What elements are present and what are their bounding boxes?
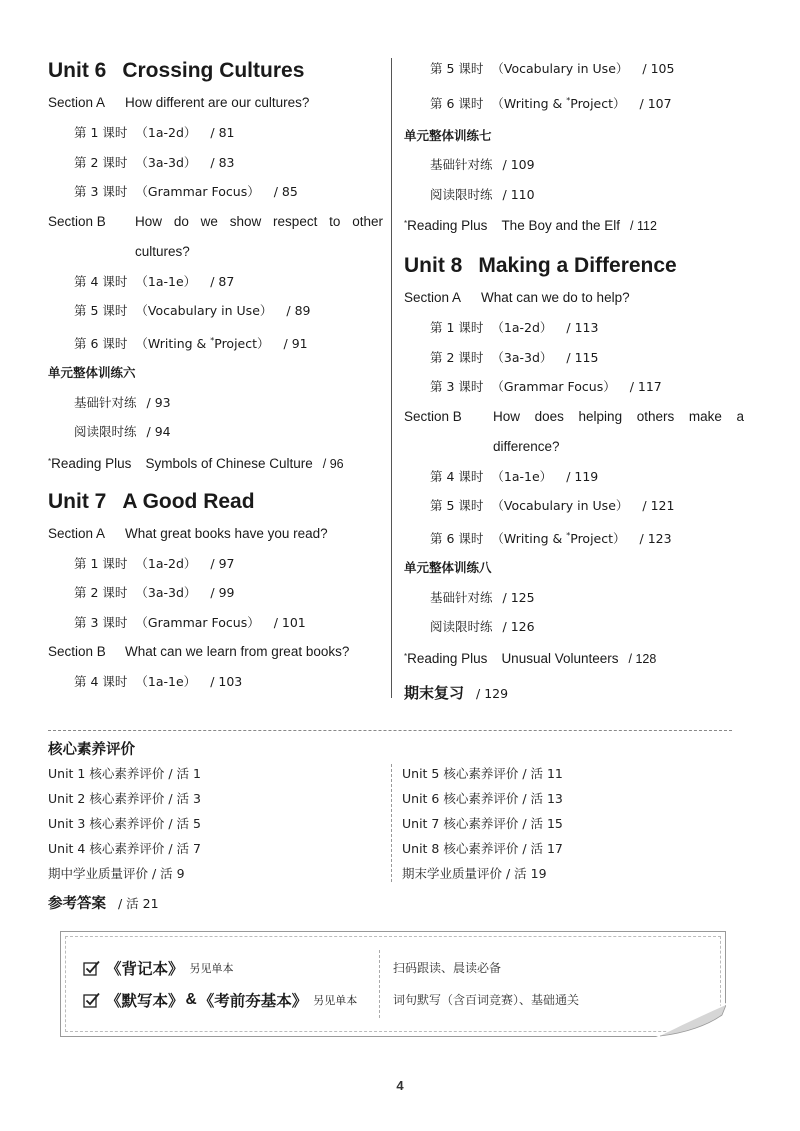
unit-number: Unit 7 [48,489,107,513]
unit-name: Making a Difference [478,254,677,278]
unit-7-section-a [48,519,383,549]
unit-6-section-b [48,207,383,267]
lesson-entry [48,667,383,697]
lesson-detail: （3a-3d） [491,349,553,365]
page-curl-graphic [656,1003,726,1037]
lesson-page: / 99 [210,585,235,601]
notice-book-note: 另见单本 [189,962,234,975]
lesson-number: 第 2 课时 [430,349,484,365]
column-divider [391,58,392,698]
answer-key-entry [48,892,159,913]
evaluation-item: 期末学业质量评价 / 活 19 [402,866,547,881]
lesson-entry [404,343,744,373]
optional-star: * [404,651,408,661]
lesson-detail: （Vocabulary in Use） [491,498,629,514]
drill-page: / 110 [502,186,535,202]
lesson-detail: （Writing & *Project） [491,530,626,546]
drill-page: / 126 [502,619,535,635]
section-divider [48,730,732,731]
lesson-page: / 81 [210,125,235,140]
lesson-page: / 113 [566,320,599,336]
lesson-detail: （Grammar Focus） [135,184,260,199]
section-label: Section B [404,408,462,424]
lesson-number: 第 3 课时 [430,379,484,395]
drill-item [404,180,744,210]
reading-plus-entry [404,642,744,676]
evaluation-divider [391,764,392,882]
drill-heading: 单元整体训练六 [48,365,136,381]
notice-book-title: 《背记本》 [106,959,184,978]
evaluation-item: Unit 4 核心素养评价 / 活 7 [48,841,201,856]
unit-8-section-b [404,402,744,462]
lesson-entry [48,148,383,178]
unit-number: Unit 6 [48,59,107,82]
lesson-number: 第 6 课时 [74,335,128,351]
lesson-page: / 91 [283,335,308,351]
drill-label: 阅读限时练 [74,424,137,440]
section-question: How different are our cultures? [125,95,310,110]
drill-item [404,612,744,642]
evaluation-item: Unit 7 核心素养评价 / 活 15 [402,816,563,831]
lesson-detail: （1a-2d） [135,555,197,571]
notice-row [83,984,357,1016]
notice-description: 词句默写（含百词竞赛）、基础通关 [393,993,580,1007]
detail-prefix: （Writing & [491,530,567,546]
supplement-notice-box [60,931,726,1037]
drill-label: 基础针对练 [430,157,493,173]
lesson-number: 第 3 课时 [74,614,128,630]
section-label: Section A [48,525,106,541]
lesson-number: 第 2 课时 [74,154,128,170]
detail-suffix: Project） [570,530,626,546]
lesson-detail: （Writing & *Project） [491,95,626,111]
lesson-page: / 89 [286,303,311,318]
lesson-entry [48,326,383,359]
evaluation-list-right [402,761,563,886]
lesson-page: / 97 [210,555,235,571]
drill-heading: 单元整体训练七 [404,127,492,143]
left-column [48,52,383,697]
drill-label: 基础针对练 [430,589,493,605]
optional-star: * [404,219,408,229]
evaluation-heading: 核心素养评价 [48,742,135,758]
reading-plus-entry [404,209,744,243]
lesson-entry [48,549,383,579]
lesson-detail: （3a-3d） [135,585,197,601]
lesson-number: 第 1 课时 [430,320,484,336]
notice-description: 扫码跟读、晨读必备 [393,961,502,975]
lesson-entry [48,118,383,148]
lesson-page: / 119 [566,468,599,484]
optional-star: * [48,456,52,466]
lesson-entry [404,84,744,121]
lesson-entry [48,296,383,326]
lesson-detail: （3a-3d） [135,154,197,170]
section-question: What great books have you read? [125,525,328,541]
detail-suffix: Project） [214,335,270,351]
lesson-number: 第 1 课时 [74,555,128,571]
notice-ampersand: & [185,991,197,1008]
evaluation-item: Unit 2 核心素养评价 / 活 3 [48,791,201,806]
final-review-page: / 129 [476,685,509,701]
lesson-entry [404,54,744,84]
lesson-detail: （Writing & *Project） [135,335,270,351]
lesson-detail: （1a-2d） [135,125,197,140]
lesson-detail: （1a-1e） [135,273,197,289]
notice-book-title: 《默写本》 [106,991,184,1010]
lesson-entry [404,521,744,554]
checkbox-check-icon [83,960,100,977]
lesson-page: / 85 [273,184,298,199]
lesson-page: / 105 [642,61,675,76]
reading-plus-entry [48,447,383,481]
lesson-entry [48,578,383,608]
answer-key-page: / 活 21 [118,896,159,911]
section-question: What can we do to help? [481,290,630,306]
lesson-entry [404,313,744,343]
lesson-detail: （1a-2d） [491,320,553,336]
unit-7-title [48,487,383,517]
lesson-number: 第 4 课时 [74,273,128,289]
reading-plus-title: Unusual Volunteers [501,650,619,666]
evaluation-item: Unit 1 核心素养评价 / 活 1 [48,766,201,781]
notice-book-title: 《考前夯基本》 [198,991,308,1010]
lesson-page: / 115 [566,349,599,365]
drill-page: / 94 [146,424,171,440]
reading-plus-title: Symbols of Chinese Culture [145,455,313,471]
reading-plus-page: / 128 [628,651,657,666]
checkbox-check-icon [83,992,100,1009]
lesson-detail: （1a-1e） [491,468,553,484]
section-label: Section B [48,213,106,229]
lesson-page: / 103 [210,674,243,690]
lesson-entry [48,177,383,207]
drill-label: 阅读限时练 [430,619,493,635]
lesson-entry [48,608,383,638]
section-label: Section A [48,95,106,110]
evaluation-item: 期中学业质量评价 / 活 9 [48,866,185,881]
unit-8-section-a [404,283,744,313]
lesson-number: 第 6 课时 [430,95,484,111]
lesson-detail: （1a-1e） [135,674,197,690]
drill-label: 基础针对练 [74,394,137,410]
drill-item [48,388,383,418]
drill-item [48,417,383,447]
lesson-page: / 117 [629,379,662,395]
detail-prefix: （Writing & [491,95,567,111]
notice-descriptions [393,952,579,1016]
lesson-detail: （Vocabulary in Use） [491,61,629,76]
section-question: How does helping others make a difference? [493,408,744,454]
lesson-entry [404,372,744,402]
unit-number: Unit 8 [404,254,463,278]
lesson-detail: （Grammar Focus） [135,614,260,630]
lesson-number: 第 5 课时 [430,61,484,76]
lesson-entry [48,267,383,297]
lesson-number: 第 6 课时 [430,530,484,546]
lesson-number: 第 5 课时 [430,498,484,514]
lesson-page: / 123 [639,530,672,546]
evaluation-list-left [48,761,201,886]
notice-books [83,952,357,1016]
detail-prefix: （Writing & [135,335,211,351]
unit-6-section-a [48,88,383,118]
final-review-entry [404,676,744,711]
drill-heading: 单元整体训练八 [404,560,492,576]
section-question: How do we show respect to other cultures? [135,213,383,259]
drill-item [404,583,744,613]
lesson-number: 第 4 课时 [74,674,128,690]
section-label: Section B [48,644,106,660]
lesson-page: / 107 [639,95,672,111]
drill-page: / 93 [146,394,171,410]
unit-7-section-b [48,637,383,667]
drill-page: / 109 [502,157,535,173]
lesson-page: / 101 [273,614,306,630]
section-question: What can we learn from great books? [125,644,350,660]
lesson-entry [404,491,744,521]
reading-plus-label: Reading Plus [407,218,488,234]
detail-suffix: Project） [570,95,626,111]
unit-6-title [48,56,383,86]
lesson-number: 第 4 课时 [430,468,484,484]
reading-plus-page: / 112 [630,219,657,234]
lesson-page: / 121 [642,498,675,514]
lesson-number: 第 2 课时 [74,585,128,601]
notice-book-note: 另见单本 [313,994,358,1007]
right-column [404,56,744,711]
lesson-detail: （Grammar Focus） [491,379,616,395]
reading-plus-page: / 96 [322,456,344,471]
evaluation-item: Unit 8 核心素养评价 / 活 17 [402,841,563,856]
unit-name: A Good Read [122,489,255,513]
answer-key-label: 参考答案 [48,896,106,912]
lesson-detail: （Vocabulary in Use） [135,303,273,318]
evaluation-item: Unit 6 核心素养评价 / 活 13 [402,791,563,806]
notice-separator [379,950,380,1018]
evaluation-item: Unit 5 核心素养评价 / 活 11 [402,766,563,781]
reading-plus-label: Reading Plus [51,455,132,471]
lesson-entry [404,462,744,492]
page-number: 4 [396,1078,404,1093]
lesson-number: 第 5 课时 [74,303,128,318]
evaluation-item: Unit 3 核心素养评价 / 活 5 [48,816,201,831]
drill-item [404,150,744,180]
drill-label: 阅读限时练 [430,186,493,202]
lesson-page: / 87 [210,273,235,289]
unit-8-title [404,251,744,281]
lesson-number: 第 3 课时 [74,184,128,199]
lesson-number: 第 1 课时 [74,125,128,140]
lesson-page: / 83 [210,154,235,170]
unit-name: Crossing Cultures [122,59,305,82]
drill-page: / 125 [502,589,535,605]
notice-row [83,952,357,984]
section-label: Section A [404,290,462,306]
reading-plus-title: The Boy and the Elf [501,218,621,234]
reading-plus-label: Reading Plus [407,650,488,666]
final-review-label: 期末复习 [404,683,465,702]
